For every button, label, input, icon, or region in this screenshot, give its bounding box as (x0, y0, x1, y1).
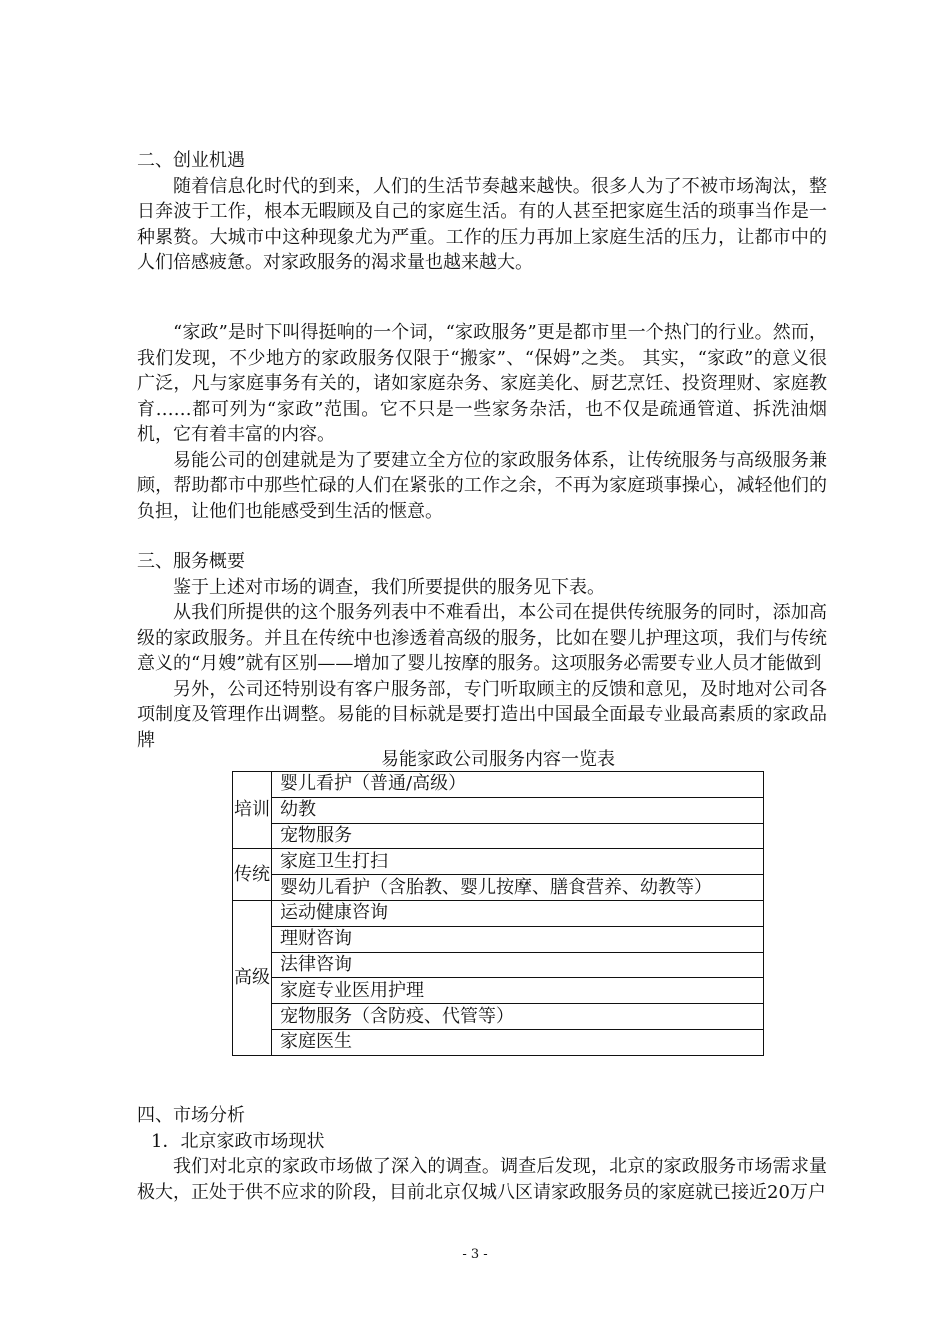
service-cell: 幼教 (272, 797, 764, 823)
service-cell: 婴儿看护（普通/高级） (272, 772, 764, 798)
service-cell: 家庭专业医用护理 (272, 978, 764, 1004)
paragraph: “家政”是时下叫得挺响的一个词，“家政服务”更是都市里一个热门的行业。然而，我们发现，不少地方的家政服务仅限于“搬家”、“保姆”之类。 其实，“家政”的意义很广泛，凡与家庭事务有关的，诸如家庭杂务、家庭美化、厨艺烹饪、投资理财、家庭教育……都可列为“家政”范围。它不只是一些家务杂活，也不仅是疏通管道、拆洗油烟机，它有着丰富的内容。 (137, 322, 827, 445)
paragraph: 从我们所提供的这个服务列表中不难看出，本公司在提供传统服务的同时，添加高级的家政服务。并且在传统中也渗透着高级的服务，比如在婴儿护理这项，我们与传统意义的“月嫂”就有区别——增加了婴儿按摩的服务。这项服务必需要专业人员才能做到 (137, 602, 827, 674)
table-caption: 易能家政公司服务内容一览表 (381, 749, 615, 770)
category-cell: 培训 (233, 772, 272, 849)
table-row (233, 797, 764, 823)
paragraph: 鉴于上述对市场的调查，我们所要提供的服务见下表。 (173, 576, 605, 598)
table-row (233, 978, 764, 1004)
category-cell: 高级 (233, 900, 272, 1055)
section-creation-opportunity (137, 148, 827, 276)
table-row (233, 849, 764, 875)
service-cell: 法律咨询 (272, 952, 764, 978)
page-number: - 3 - (462, 1247, 488, 1262)
service-table (232, 771, 764, 1056)
paragraph: 随着信息化时代的到来，人们的生活节奏越来越快。很多人为了不被市场淘汰，整日奔波于工作，根本无暇顾及自己的家庭生活。有的人甚至把家庭生活的琐事当作是一种累赘。大城市中这种现象尤为严重。工作的压力再加上家庭生活的压力，让都市中的人们倍感疲惫。对家政服务的渴求量也越来越大。 (137, 175, 827, 273)
paragraph: 我们对北京的家政市场做了深入的调查。调查后发现，北京的家政服务市场需求量极大，正处于供不应求的阶段，目前北京仅城八区请家政服务员的家庭就已接近20万户 (137, 1156, 827, 1203)
service-cell: 理财咨询 (272, 926, 764, 952)
section-service-overview (137, 549, 827, 753)
paragraph: 另外，公司还特别设有客户服务部，专门听取顾主的反馈和意见，及时地对公司各项制度及管理作出调整。易能的目标就是要打造出中国最全面最专业最高素质的家政品牌 (137, 678, 827, 751)
service-cell: 家庭卫生打扫 (272, 849, 764, 875)
service-cell: 婴幼儿看护（含胎教、婴儿按摩、膳食营养、幼教等） (272, 875, 764, 901)
table-row (233, 875, 764, 901)
service-cell: 家庭医生 (272, 1029, 764, 1055)
table-row (233, 823, 764, 849)
category-cell: 传统 (233, 849, 272, 901)
section-market-analysis (137, 1103, 827, 1205)
section-heading: 三、服务概要 (137, 551, 245, 572)
table-row (233, 952, 764, 978)
table-row (233, 926, 764, 952)
section-heading: 四、市场分析 (137, 1105, 245, 1126)
table-row (233, 900, 764, 926)
subsection-heading: 1．北京家政市场现状 (151, 1130, 325, 1152)
service-cell: 运动健康咨询 (272, 900, 764, 926)
paragraph: 易能公司的创建就是为了要建立全方位的家政服务体系，让传统服务与高级服务兼顾，帮助都市中那些忙碌的人们在紧张的工作之余，不再为家庭琐事操心，减轻他们的负担，让他们也能感受到生活的惬意。 (137, 449, 827, 522)
section-heading: 二、创业机遇 (137, 150, 245, 171)
service-cell: 宠物服务（含防疫、代管等） (272, 1004, 764, 1030)
service-cell: 宠物服务 (272, 823, 764, 849)
table-row (233, 1029, 764, 1055)
section-housekeeping-meaning (137, 320, 827, 524)
table-row (233, 772, 764, 798)
table-row (233, 1004, 764, 1030)
